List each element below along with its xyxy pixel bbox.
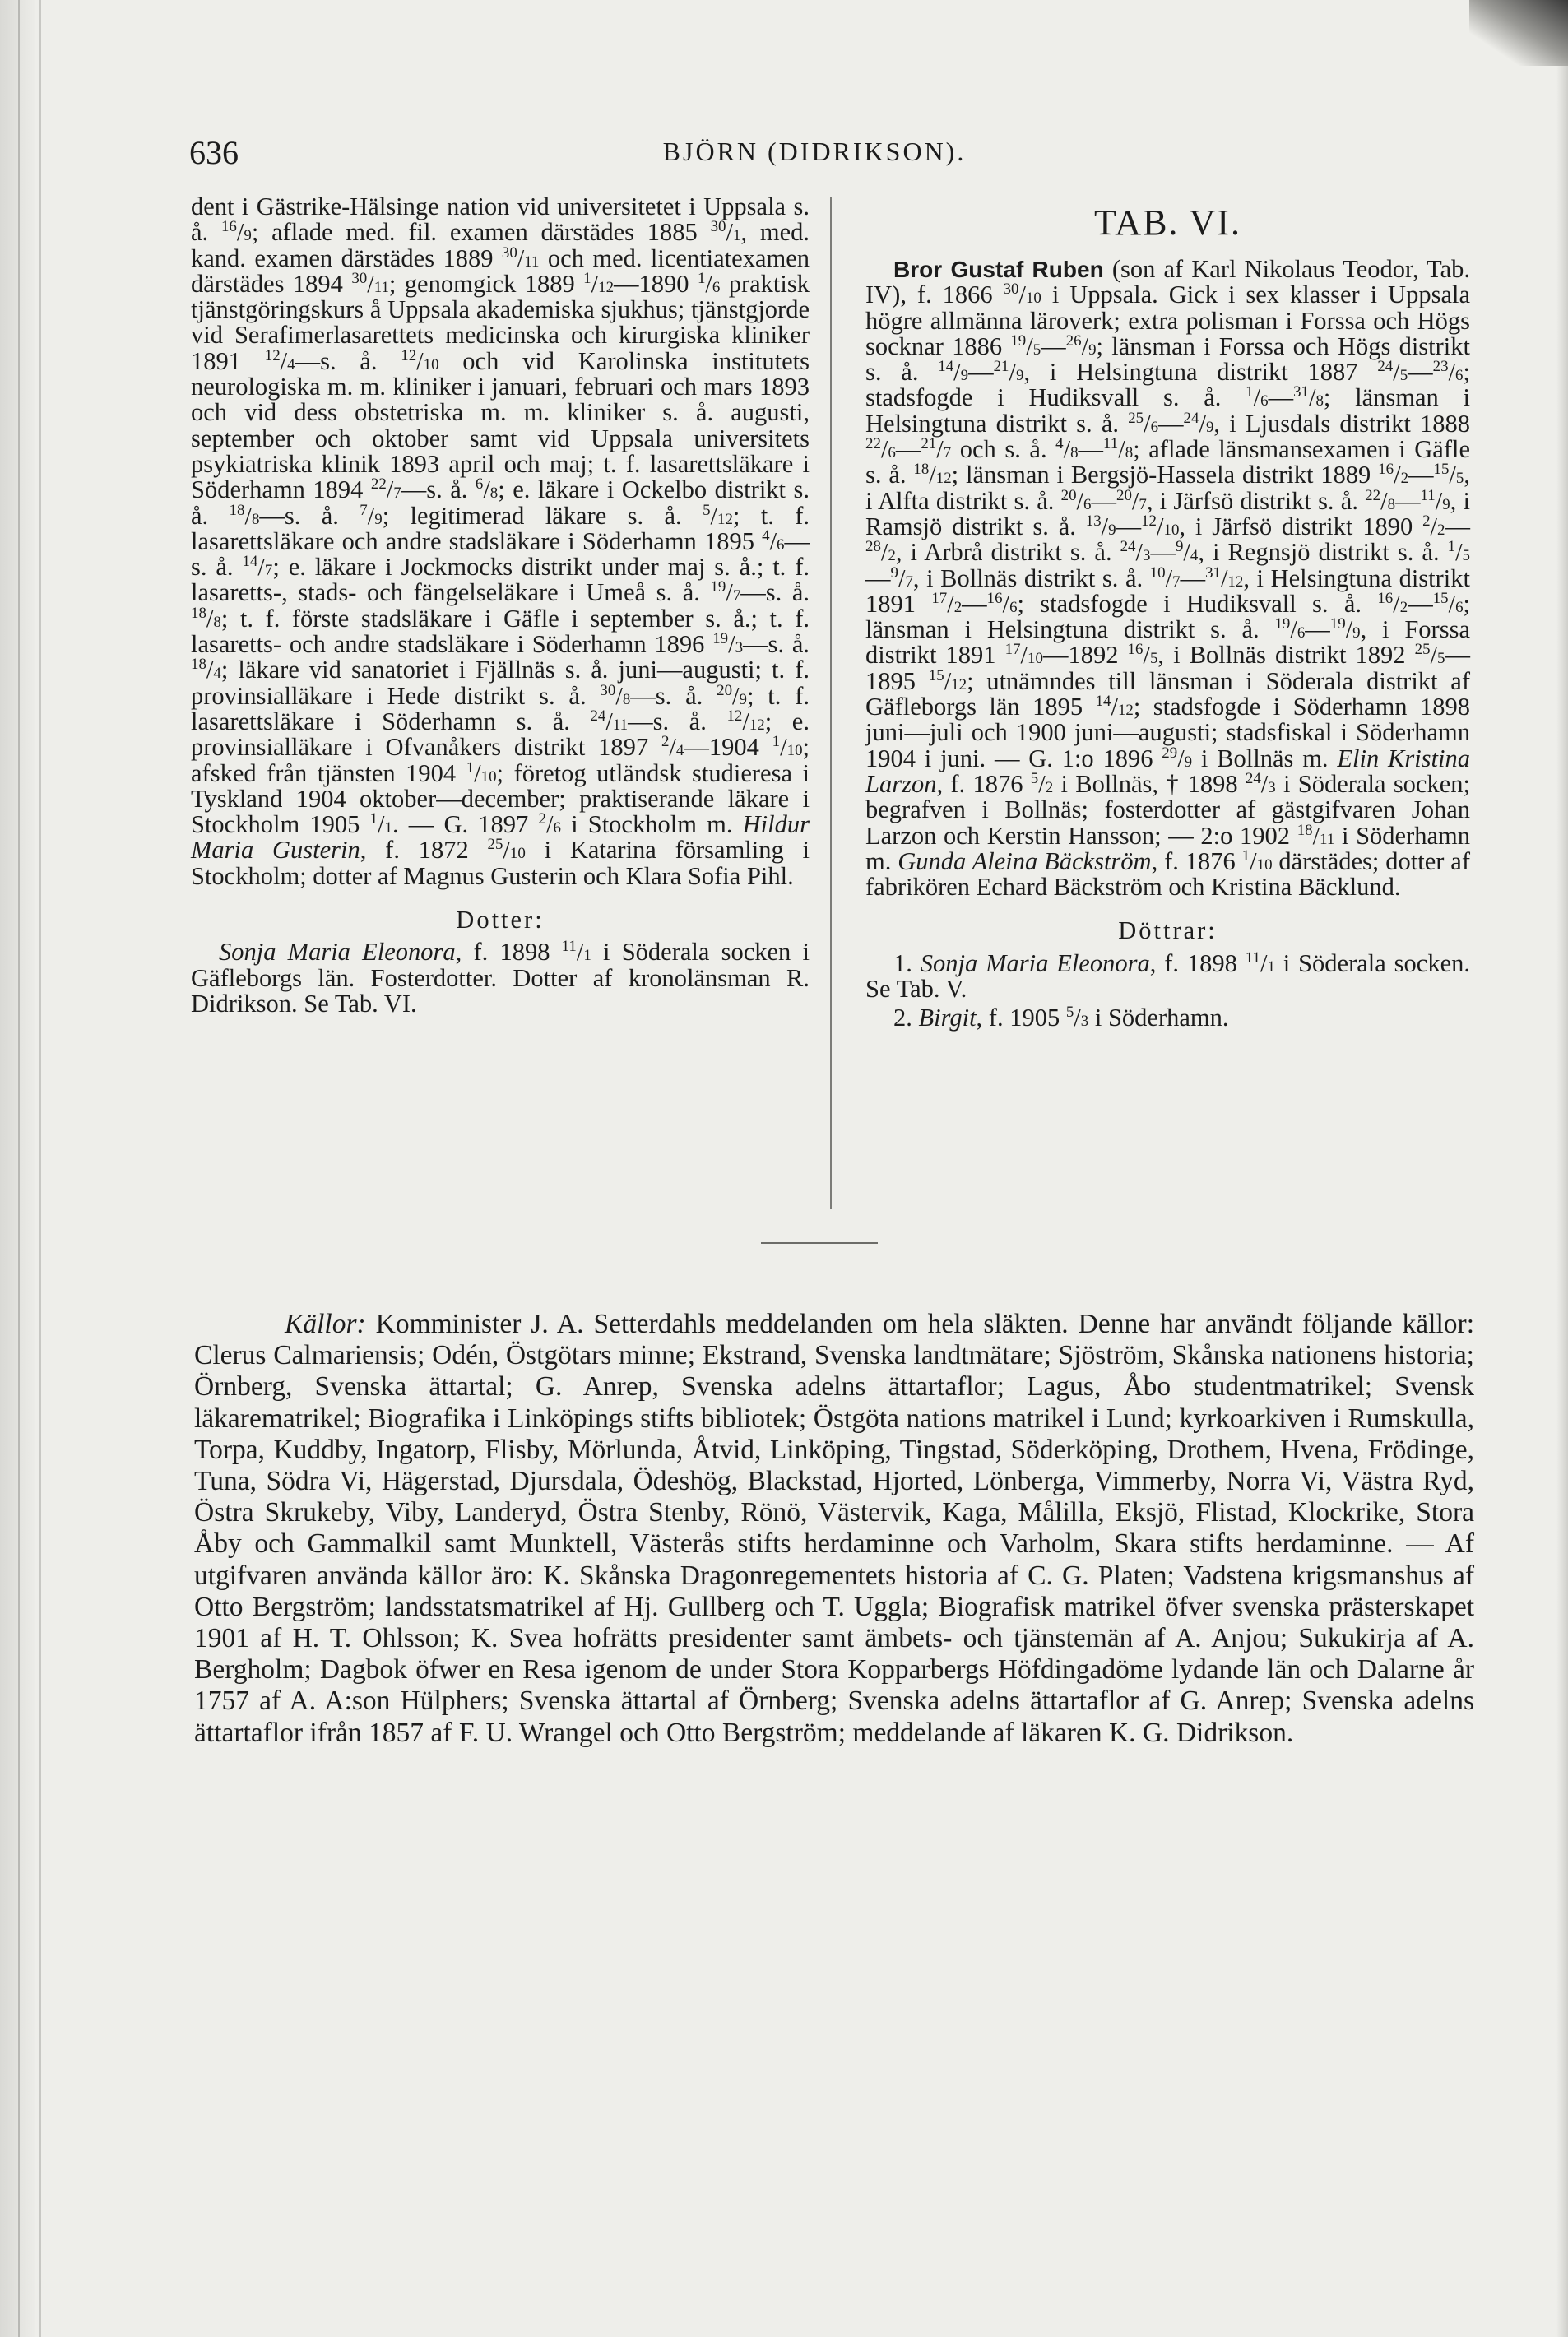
right-main-text: Bror Gustaf Ruben (son af Karl Nikolaus Teodor, Tab. IV), f. 1866 $^{30}$/10 i Uppsala. Gick i sex klasser i Uppsala högre allmänna läroverk; extra polisman i Forssa och Högs socknar 1886 $^{19}$/5—$^{26}$/9; länsman i Forssa och Högs distrikt s. å. $^{14}$/9—$^{21}$/9, i Helsingtuna distrikt 1887 $^{24}$/5—$^{23}$/6; stadsfogde i Hudiksvall s. å. $^1$/6—$^{31}$/8; länsman i Helsingtuna distrikt s. å. $^{25}$/6—$^{24}$/9, i Ljusdals distrikt 1888 $^{22}$/6—$^{21}$/7 och s. å. $^4$/8—$^{11}$/8; aflade länsmansexamen i Gäfle s. å. $^{18}$/12; länsman i Bergsjö-Hassela distrikt 1889 $^{16}$/2—$^{15}$/5, i Alfta distrikt s. å. $^{20}$/6—$^{20}$/7, i Järfsö distrikt s. å. $^{22}$/8—$^{11}$/9, i Ramsjö distrikt s. å. $^{13}$/9—$^{12}$/10, i Järfsö distrikt 1890 $^2$/2—$^{28}$/2, i Arbrå distrikt s. å. $^{24}$/3—$^9$/4, i Regnsjö distrikt s. å. $^1$/5—$^9$/7, i Bollnäs distrikt s. å. $^{10}$/7—$^{31}$/12, i Helsingtuna distrikt 1891 $^{17}$/2—$^{16}$/6; stadsfogde i Hudiksvall s. å. $^{16}$/2—$^{15}$/6; länsman i Helsingtuna distrikt s. å. $^{19}$/6—$^{19}$/9, i Forssa distrikt 1891 $^{17}$/10—1892 $^{16}$/5, i Bollnäs distrikt 1892 $^{25}$/5—1895 $^{15}$/12; utnämndes till länsman i Söderala distrikt af Gäfleborgs län 1895 $^{14}$/12; stadsfogde i Söderhamn 1898 juni—juli och 1900 juni—augusti; stadsfiskal i Söderhamn 1904 i juni. — G. 1:o 1896 $^{29}$/9 i Bollnäs m. Elin Kristina Larzon, f. 1876 $^5$/2 i Bollnäs, † 1898 $^{24}$/3 i Söderala socken; begrafven i Bollnäs; fosterdotter af gästgifvaren Johan Larzon och Kerstin Hansson; — 2:o 1902 $^{18}$/11 i Söderhamn m. Gunda Aleina Bäckström, f. 1876 $^1$/10 därstädes; dotter af fabrikören Echard Bäckström och Kristina Bäcklund. — [865, 255, 1471, 902]
daughter-entry-2: 2. Birgit, f. 1905 $^5$/3 i Söderhamn. — [893, 1004, 1229, 1032]
left-daughter-entry: Sonja Maria Eleonora, f. 1898 $^{11}$/1 i Söderala socken i Gäfleborgs län. Fosterdotter. Dotter af kronolänsman R. Didrikson. Se Tab. VI. — [191, 938, 810, 1018]
page-edge-shadow — [0, 0, 35, 2337]
running-head: BJÖRN (DIDRIKSON). — [662, 137, 967, 166]
page-number: 636 — [189, 134, 239, 171]
column-divider — [830, 197, 832, 1209]
page-header — [189, 133, 1440, 174]
left-main-text: dent i Gästrike-Hälsinge nation vid universitetet i Uppsala s. å. $^{16}$/9; aflade med. fil. examen därstädes 1885 $^{30}$/1, med. kand. examen därstädes 1889 $^{30}$/11 och med. licentiatexamen därstädes 1894 $^{30}$/11; genomgick 1889 $^1$/12—1890 $^1$/6 praktisk tjänstgöringskurs å Uppsala akademiska sjukhus; tjänstgjorde vid Serafimerlasarettets medicinska och kirurgiska kliniker 1891 $^{12}$/4—s. å. $^{12}$/10 och vid Karolinska institutets neurologiska m. m. kliniker i januari, februari och mars 1893 och vid dess obstetriska m. m. kliniker s. å. augusti, september och oktober samt vid Uppsala universitets psykiatriska klinik 1893 april och maj; t. f. lasarettsläkare i Söderhamn 1894 $^{22}$/7—s. å. $^6$/8; e. läkare i Ockelbo distrikt s. å. $^{18}$/8—s. å. $^7$/9; legitimerad läkare s. å. $^5$/12; t. f. lasarettsläkare och andre stadsläkare i Söderhamn 1895 $^4$/6—s. å. $^{14}$/7; e. läkare i Jockmocks distrikt under maj s. å.; t. f. lasaretts-, stads- och fängelseläkare i Umeå s. å. $^{19}$/7—s. å. $^{18}$/8; t. f. förste stadsläkare i Gäfle i september s. å.; t. f. lasaretts- och andre stadsläkare i Söderhamn 1896 $^{19}$/3—s. å. $^{18}$/4; läkare vid sanatoriet i Fjällnäs s. å. juni—augusti; t. f. provinsialläkare i Hede distrikt s. å. $^{30}$/8—s. å. $^{20}$/9; t. f. lasarettsläkare i Söderhamn s. å. $^{24}$/11—s. å. $^{12}$/12; e. provinsialläkare i Ofvanåkers distrikt 1897 $^2$/4—1904 $^1$/10; afsked från tjänsten 1904 $^1$/10; företog utländsk studieresa i Tyskland 1904 oktober—december; praktiserande läkare i Stockholm 1905 $^1$/1. — G. 1897 $^2$/6 i Stockholm m. Hildur Maria Gusterin, f. 1872 $^{25}$/10 i Katarina församling i Stockholm; dotter af Magnus Gusterin och Klara Sofia Pihl. — [191, 192, 810, 890]
page-edge-line — [18, 0, 20, 2337]
left-section-head: Dotter: — [456, 906, 545, 934]
corner-shadow — [1469, 0, 1568, 66]
left-column — [191, 194, 810, 1017]
right-section-head: Döttrar: — [1118, 916, 1218, 945]
page-edge-line — [39, 0, 41, 2337]
daughter-entry-1: 1. Sonja Maria Eleonora, f. 1898 $^{11}$/1 i Söderala socken. Se Tab. V. — [865, 948, 1470, 1004]
section-rule — [761, 1242, 878, 1244]
right-edge-shadow — [1556, 66, 1568, 2337]
right-column — [865, 194, 1470, 1032]
sources-paragraph: Källor: Komminister J. A. Setterdahls meddelanden om hela släkten. Denne har användt följande källor: Clerus Calmariensis; Odén, Östgötars minne; Ekstrand, Svenska landtmätare; Sjöström, Skånska nationens historia; Örnberg, Svenska ättartal; G. Anrep, Svenska adelns ättartaflor; Lagus, Åbo studentmatrikel; Svensk läkarematrikel; Biografika i Linköpings stifts bibliotek; Östgöta nations matrikel i Lund; kyrkoarkiven i Rumskulla, Torpa, Kuddby, Ingatorp, Flisby, Mörlunda, Åtvid, Linköping, Tingstad, Söderköping, Drothem, Hvena, Frödinge, Tuna, Södra Vi, Hägerstad, Djursdala, Ödeshög, Blackstad, Hjorted, Lönberga, Vimmerby, Norra Vi, Västra Ryd, Östra Skrukeby, Viby, Landeryd, Östra Stenby, Rönö, Västervik, Kaga, Målilla, Eksjö, Flistad, Klockrike, Stora Åby och Gammalkil samt Munktell, Västerås stifts herdaminne och Varholm, Skara stifts herdaminne. — Af utgifvaren använda källor äro: K. Skånska Dragonregementets historia af C. G. Platen; Vadstena krigsmanshus af Otto Bergström; landsstatsmatrikel af Hj. Gullberg och T. Uggla; Biografisk matrikel öfver svenska prästerskapet 1901 af H. T. Ohlsson; K. Svea hofrätts presidenter samt ämbets- och tjänstemän af A. Anjou; Sukukirja af A. Bergholm; Dagbok öfwer en Resa igenom de under Stora Kopparbergs Höfdingadöme lydande län och Dalarne år 1757 af A. A:son Hülphers; Svenska ättartal af Örnberg; Svenska adelns ättartaflor af G. Anrep; Svenska adelns ättartaflor ifrån 1857 af F. U. Wrangel och Otto Bergström; meddelande af läkaren K. G. Didrikson. — [194, 1309, 1474, 1748]
table-heading: TAB. VI. — [1093, 202, 1242, 243]
